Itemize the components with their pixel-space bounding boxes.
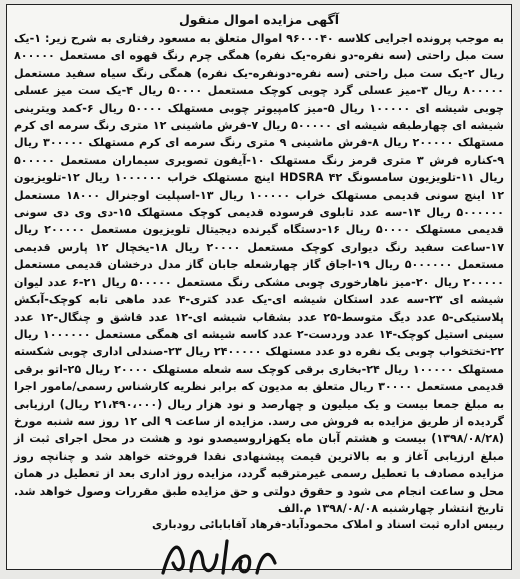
notice-body: به موجب پرونده اجرایی کلاسه ۹۶۰۰۰۴۰ اموال متعلق به مسعود رفتاری به شرح زیر: ۱-یک ست مبل راحتی (سه نفره-دو نفره-یک نفره) همگی چرم رنگ قهوه ای مستعمل ۸۰۰۰۰۰ ریال ۲-یک ست مبل راحتی (سه نفره-دونفره-یک نفره) همگی رنگ سیاه سفید مستعمل ۸۰۰۰۰۰ ریال ۳-میز عسلی گرد چوبی کوچک مستعمل ۵۰۰۰۰ ریال ۴-یک ست میز عسلی چوبی شیشه ای ۱۰۰۰۰۰ ریال ۵-میز کامپیوتر چوبی مستهلک ۵۰۰۰۰ ریال ۶-کمد ویترینی شیشه ای چهارطبقه شیشه ای ۵۰۰۰۰۰ ریال ۷-فرش ماشینی ۱۲ متری رنگ سرمه ای کرم مستهلک ۲۰۰۰۰۰ ریال ۸-فرش ماشینی ۹ متری رنگ سرمه ای کرم مستهلک ۳۰۰۰۰۰ ریال ۹-کناره فرش ۳ متری قرمز رنگ مستهلک ۱۰-آیفون تصویری سیماران مستعمل ۵۰۰۰۰۰ ریال ۱۱-تلویزیون سامسونگ HDSRA ۴۲ اینچ مستهلک خراب ۱۰۰۰۰۰۰ ریال ۱۲-تلویزیون ۱۲ اینچ سونی قدیمی مستهلک خراب ۱۰۰۰۰۰ ریال ۱۳-اسپلیت اوجنرال ۱۸۰۰۰ مستعمل ۵۰۰۰۰۰۰ ریال ۱۴-سه عدد تابلوی فرسوده قدیمی کوچک مستهلک ۱۵-دی وی دی سونی قدیمی مستهلک ۵۰۰۰۰ ریال ۱۶-دستگاه گیرنده دیجیتال تلویزیون مستعمل ۲۰۰۰۰۰ ریال ۱۷-ساعت سفید رنگ دیواری کوچک مستعمل ۲۰۰۰۰ ریال ۱۸-یخچال ۱۲ پارس قدیمی مستعمل ۵۰۰۰۰۰۰ ریال ۱۹-اجاق گاز چهارشعله جابان گاز مدل درخشان قدیمی مستعمل ۲۰۰۰۰۰ ریال ۲۰-میز ناهارخوری چوبی مشکی رنگ مستعمل ۵۰۰۰۰۰ ریال ۲۱-۶ عدد لیوان شیشه ای ۲۳-سه عدد استکان شیشه ای-یک عدد کتری-۴ عدد ماهی تابه کوچک-آبکش پلاستیکی-۵ عدد دیگ متوسط-۲۵ عدد بشقاب شیشه ای-۱۲ عدد قاشق و چنگال-۱۲ عدد سینی استیل کوچک-۱۴ عدد وردست-۲ عدد کاسه شیشه ای همگی مستعمل ۱۰۰۰۰۰۰ ریال ۲۲-تختخواب چوبی یک نفره دو عدد مستهلک ۲۴۰۰۰۰۰ ریال ۲۳-صندلی اداری چوبی شکسته مستهلک ۱۰۰۰۰۰ ریال ۲۴-بخاری برقی کوچک سه شعله مستهلک ۲۰۰۰۰ ریال ۲۵-اتو برقی قدیمی مستعمل ۳۰۰۰۰ ریال متعلق به مدیون که برابر نظریه کارشناس رسمی/مامور اجرا به مبلغ جمعا بیست و یک میلیون و چهارصد و نود هزار ریال (۲۱،۴۹۰،۰۰۰ ریال) ارزیابی گردیده از طریق مزایده به فروش می رسد. مزایده از ساعت ۹ الی ۱۲ روز سه شنبه مورخ (۱۳۹۸/۰۸/۲۸) بیست و هشتم آبان ماه یکهزاروسیصدو نود و هشت در محل اجرای ثبت از مبلغ ارزیابی آغاز و به بالاترین قیمت پیشنهادی نقدا فروخته خواهد شد و چنانچه روز مزایده مصادف با تعطیل رسمی غیرمترقبه گردد، مزایده روز اداری بعد از تعطیل در همان محل و ساعت انجام می شود و حقوق دولتی و حق مزایده طبق مقررات وصول خواهد شد. تاریخ انتشار چهارشنبه ۱۳۹۸/۰۸/۰۸ م.الف [14, 32, 505, 515]
handwritten-signature [157, 533, 287, 579]
notice-signatory: رییس اداره ثبت اسناد و املاک محمودآباد-فرهاد آقابابائی رودباری [151, 518, 504, 532]
notice-title: آگهی مزایده اموال منقول [178, 12, 340, 27]
auction-notice [6, 4, 512, 570]
